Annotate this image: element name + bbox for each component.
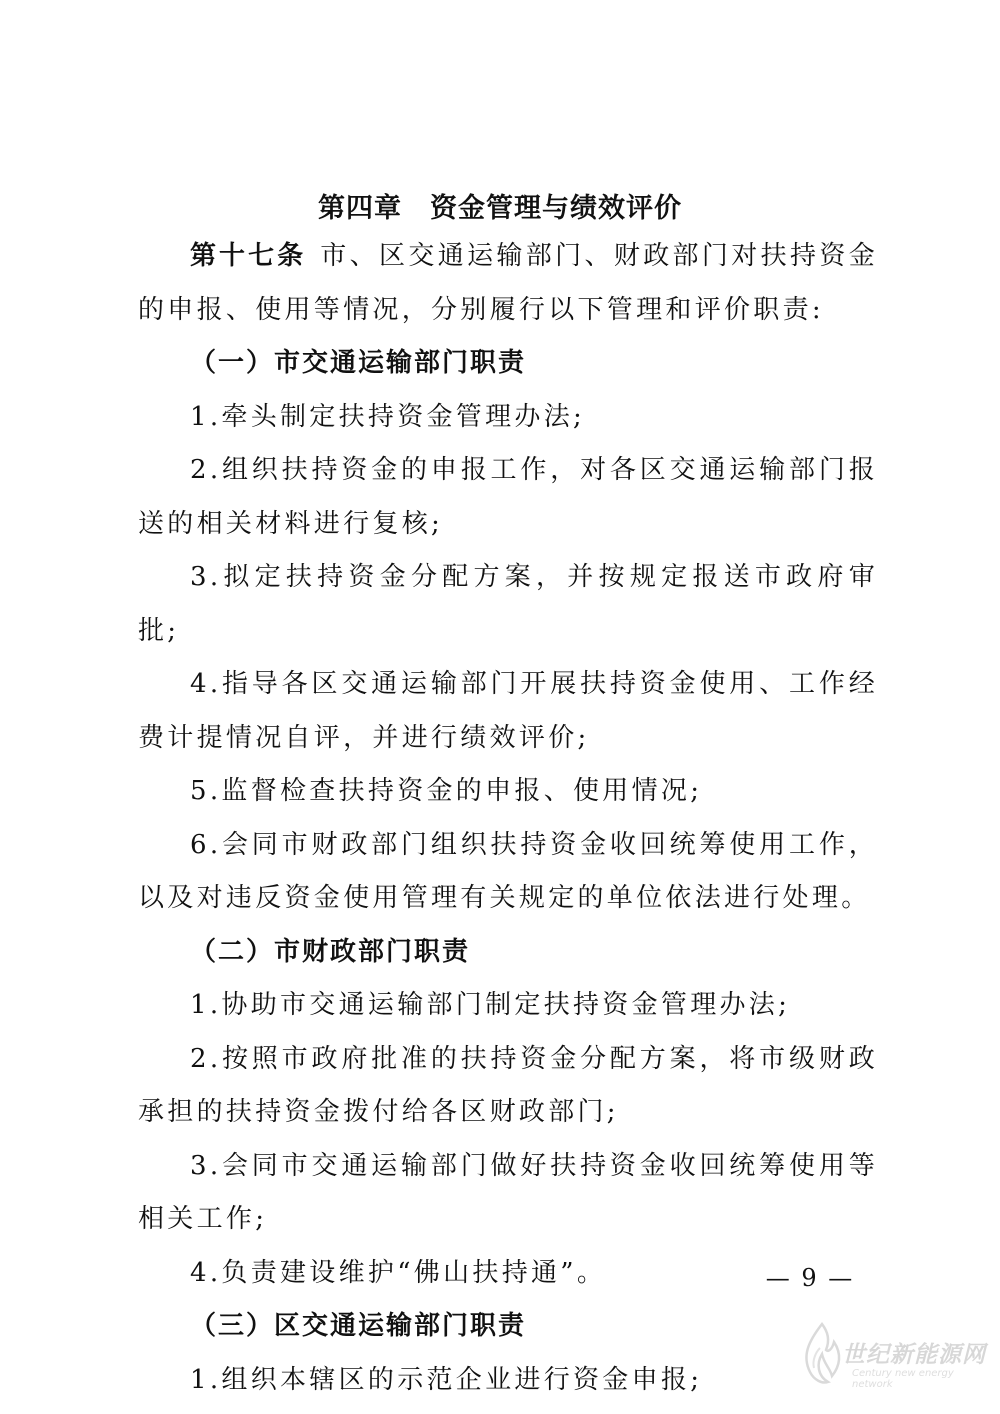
flame-logo-icon xyxy=(798,1320,846,1392)
chapter-name: 资金管理与绩效评价 xyxy=(430,193,682,224)
section-heading-1: （一）市交通运输部门职责 xyxy=(190,348,527,378)
list-item: 1.牵头制定扶持资金管理办法; xyxy=(190,401,586,432)
list-item: 3.拟定扶持资金分配方案，并按规定报送市政府审批; xyxy=(138,562,878,646)
list-item: 4.负责建设维护“佛山扶持通”。 xyxy=(190,1257,607,1288)
article-text: 市、区交通运输部门、财政部门对扶持资金的申报、使用等情况，分别履行以下管理和评价职责: xyxy=(138,241,878,325)
page-number: — 9 — xyxy=(765,1264,855,1292)
watermark-english-name: Century new energy network xyxy=(852,1368,954,1390)
section-heading-2: （二）市财政部门职责 xyxy=(190,936,471,967)
watermark-chinese-name: 世纪新能源网 xyxy=(842,1342,986,1368)
section-heading-3: （三）区交通运输部门职责 xyxy=(190,1311,527,1341)
list-item: 4.指导各区交通运输部门开展扶持资金使用、工作经费计提情况自评，并进行绩效评价; xyxy=(138,669,878,753)
document-body xyxy=(138,230,878,1407)
watermark xyxy=(798,1316,994,1404)
chapter-number: 第四章 xyxy=(318,193,402,224)
list-item: 3.会同市交通运输部门做好扶持资金收回统筹使用等相关工作; xyxy=(138,1150,878,1234)
list-item: 1.协助市交通运输部门制定扶持资金管理办法; xyxy=(190,990,791,1020)
article-paragraph xyxy=(138,230,878,337)
list-item: 6.会同市财政部门组织扶持资金收回统筹使用工作，以及对违反资金使用管理有关规定的单位依法进行处理。 xyxy=(138,829,878,913)
article-title: 第十七条 xyxy=(190,241,307,271)
chapter-title xyxy=(0,186,1000,225)
list-item: 2.按照市政府批准的扶持资金分配方案，将市级财政承担的扶持资金拨付给各区财政部门; xyxy=(138,1043,878,1127)
list-item: 2.组织扶持资金的申报工作，对各区交通运输部门报送的相关材料进行复核; xyxy=(138,455,878,539)
list-item: 5.监督检查扶持资金的申报、使用情况; xyxy=(190,776,703,806)
list-item: 1.组织本辖区的示范企业进行资金申报; xyxy=(190,1364,703,1395)
